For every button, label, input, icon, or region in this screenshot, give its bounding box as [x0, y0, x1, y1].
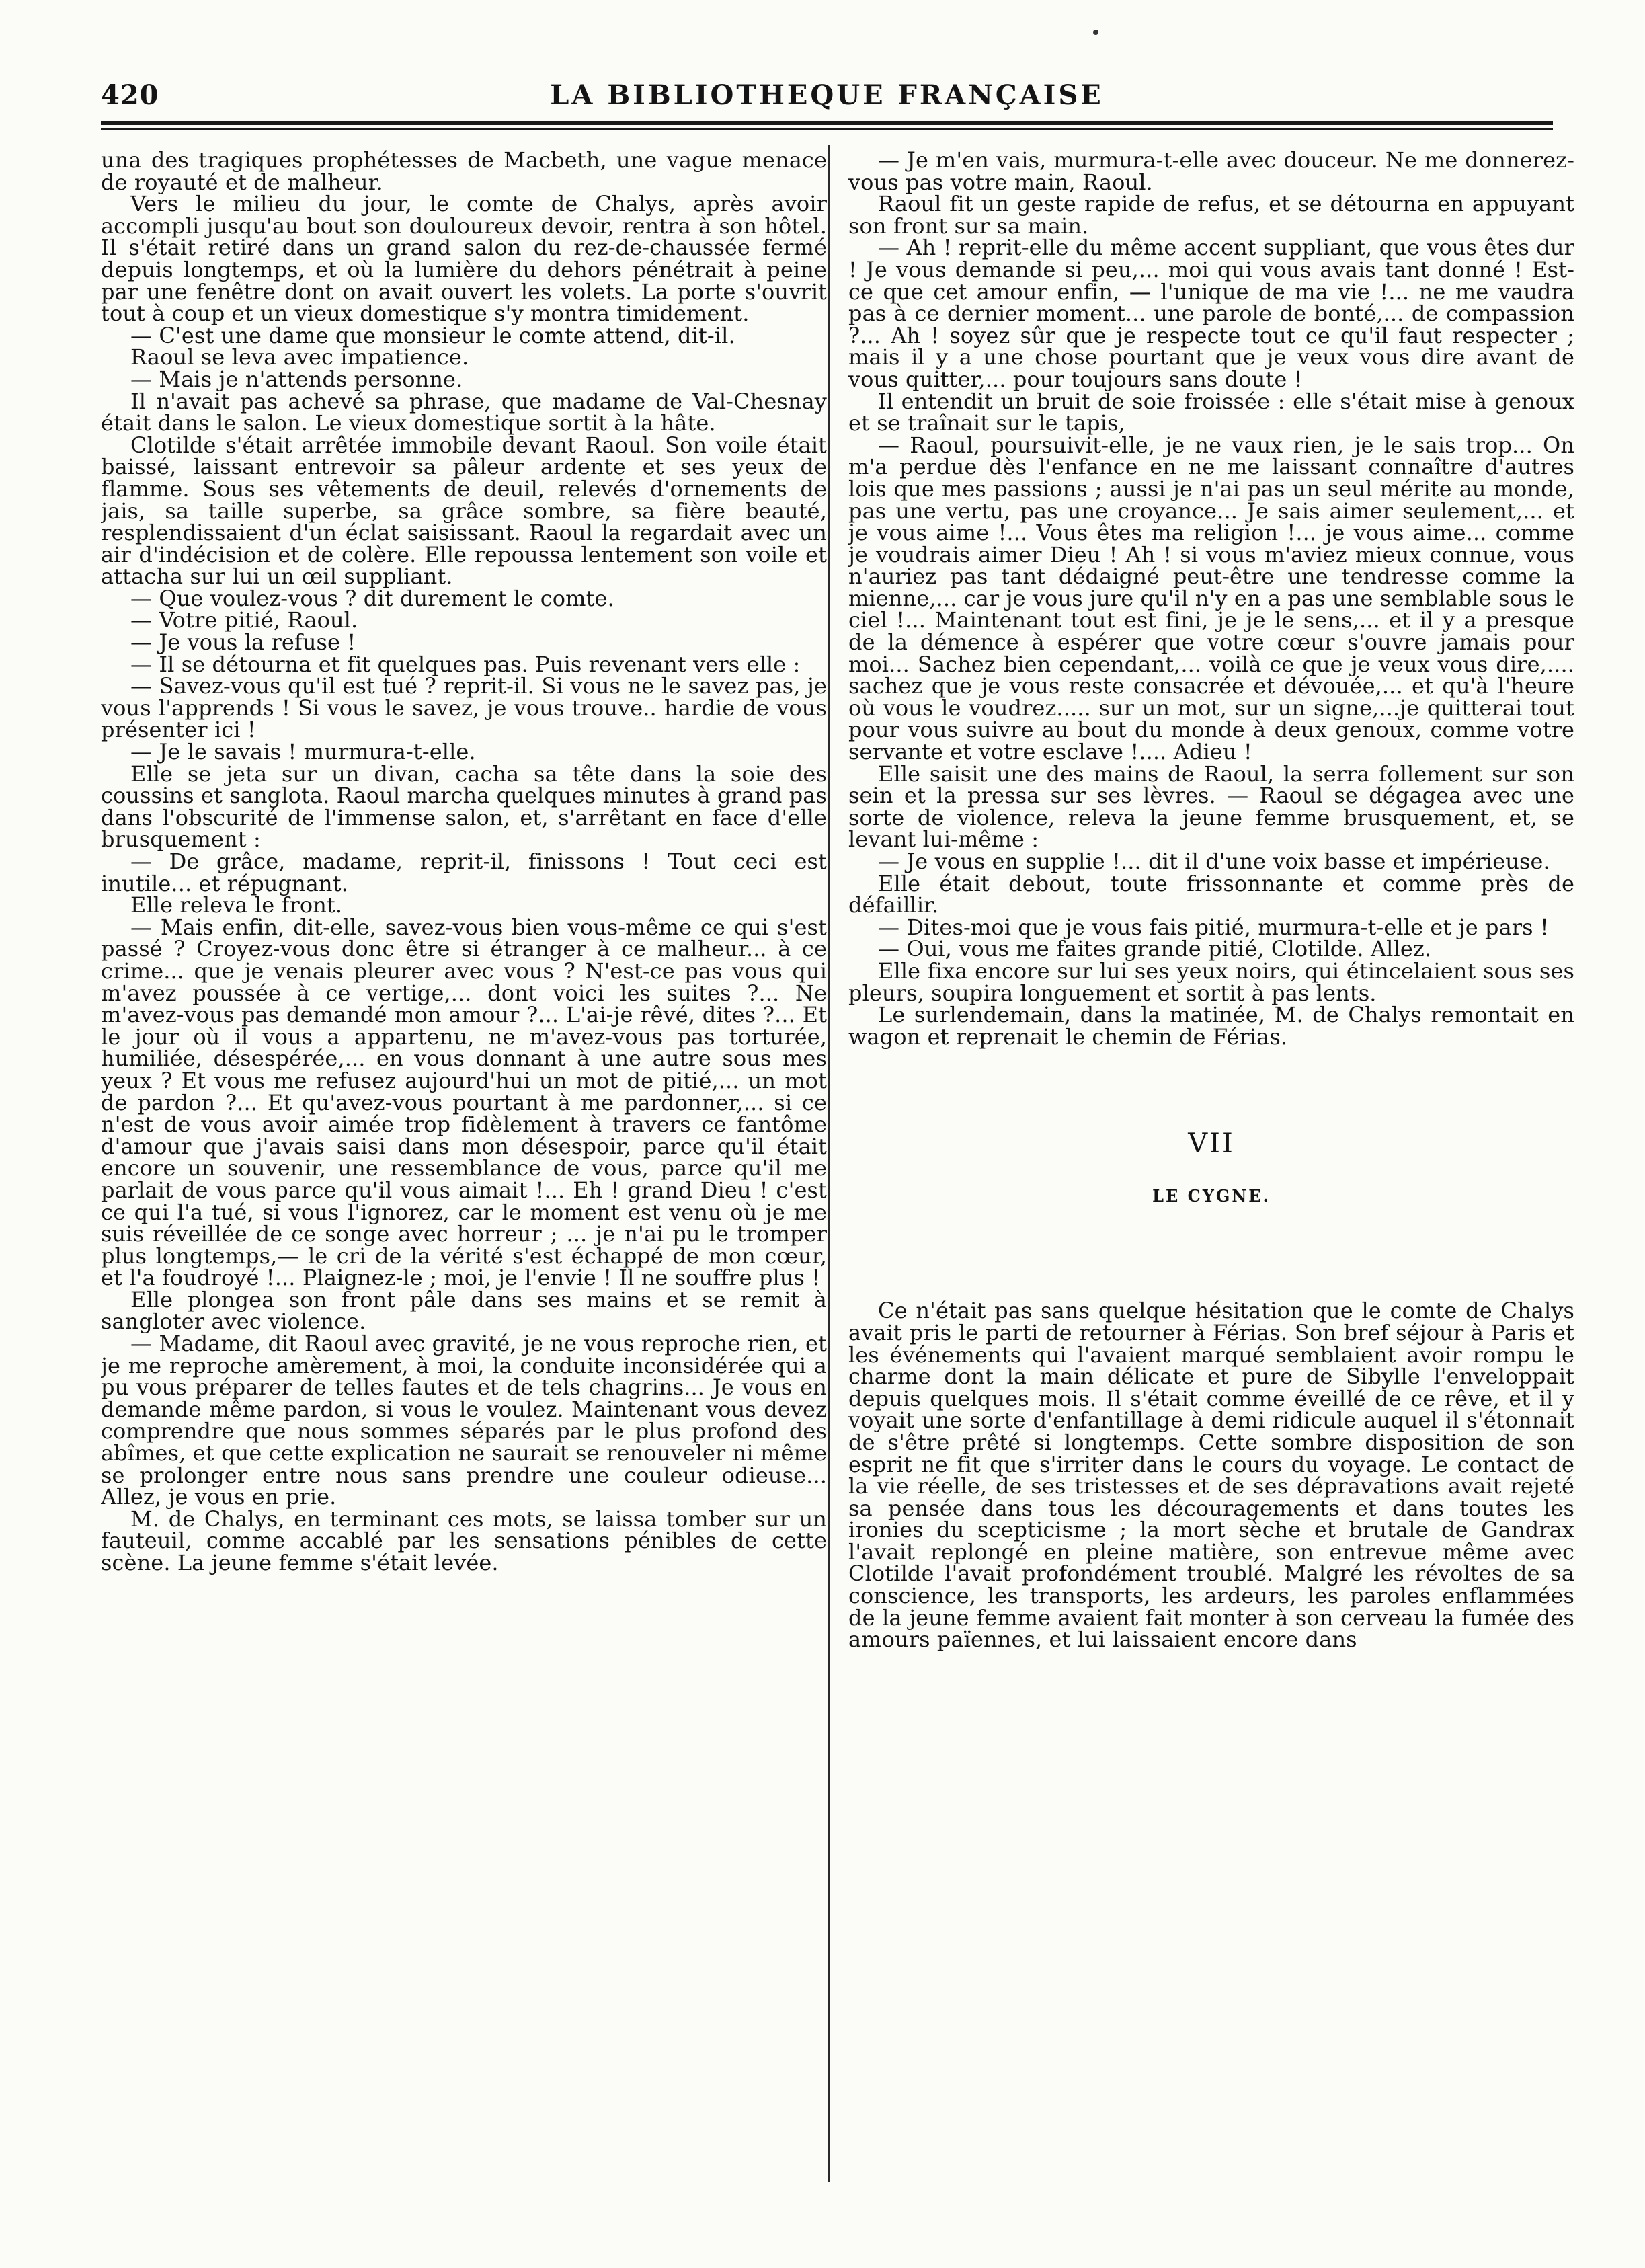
paragraph: — Madame, dit Raoul avec gravité, je ne vous reproche rien, et je me reproche amèrement, à moi, la conduite inconsidérée qui a pu vous préparer de telles fautes et de tels chagrins... Je vous en demande même pardon, si vous le voulez. Maintenant vous devez comprendre que nous sommes séparés par le plus profond des abîmes, et que cette explication ne saurait se renouveler ni même se prolonger entre nous sans prendre une couleur odieuse... Allez, je vous en prie. [101, 1331, 827, 1510]
chapter-number: VII [1188, 1128, 1235, 1160]
paragraph: Elle se jeta sur un divan, cacha sa tête dans la soie des coussins et sanglota. Raoul marcha quelques minutes à grand pas dans l'obscurité de l'immense salon, et, s'arrêtant en face d'elle brusquement : [101, 760, 827, 853]
header-rule-thin [101, 128, 1553, 130]
paragraph: Elle fixa encore sur lui ses yeux noirs, qui étincelaient sous ses pleurs, soupira longuement et sortit à pas lents. [848, 957, 1574, 1006]
paragraph: Elle releva le front. [130, 892, 343, 918]
paragraph: — Oui, vous me faites grande pitié, Clotilde. Allez. [878, 936, 1432, 962]
paragraph: una des tragiques prophétesses de Macbeth, une vague menace de royauté et de malheur. [101, 149, 827, 195]
paragraph: — Je vous la refuse ! [130, 629, 356, 656]
column-divider [828, 145, 830, 2182]
paragraph: Elle saisit une des mains de Raoul, la serra follement sur son sein et la pressa sur ses lèvres. — Raoul se dégagea avec une sorte de violence, releva la jeune femme brusquement, et, se levant lui-même : [848, 760, 1574, 853]
paragraph: — C'est une dame que monsieur le comte attend, dit-il. [130, 322, 735, 348]
paragraph: — Ah ! reprit-elle du même accent suppliant, que vous êtes dur ! Je vous demande si peu,... moi qui vous avais tant donné ! Est-ce que cet amour enfin, — l'unique de ma vie !... ne me vaudra pas à ce dernier moment... une parole de bonté,... de compassion ?... Ah ! soyez sûr que je respecte tout ce qu'il faut respecter ; mais il y a une chose pourtant que je veux vous dire avant de vous quitter,... pour toujours sans doute ! [848, 235, 1574, 392]
paragraph: Raoul fit un geste rapide de refus, et se détourna en appuyant son front sur sa main. [848, 191, 1574, 239]
paragraph: Elle plongea son front pâle dans ses mains et se remit à sangloter avec violence. [101, 1286, 827, 1335]
paragraph: — Mais enfin, dit-elle, savez-vous bien vous-même ce qui s'est passé ? Croyez-vous donc être si étranger à ce malheur... à ce crime... que je venais pleurer avec vous ? N'est-ce pas vous qui m'avez poussée à ce vertige,... dont voici les suites ?... Ne m'avez-vous pas demandé mon amour ?... L'ai-je rêvé, dites ?... Et le jour où il vous a appartenu, ne m'avez-vous pas torturée, humiliée, désespérée,... en vous donnant à une autre sous mes yeux ? Et vous me refusez aujourd'hui un mot de pitié,... un mot de pardon ?... Et qu'avez-vous pourtant à me pardonner,... si ce n'est de vous avoir aimée trop fidèlement à travers ce fantôme d'amour que j'avais saisi dans mon désespoir, parce qu'il était encore un souvenir, une ressemblance de vous, parce qu'il me parlait de vous parce qu'il vous aimait !... Eh ! grand Dieu ! c'est ce qui l'a tué, si vous l'ignorez, car le moment est venu où je me suis réveillée de ce songe avec horreur ; ... je n'ai pu le tromper plus longtemps,— le cri de la vérité s'est échappé de mon cœur, et l'a foudroyé !... Plaignez-le ; moi, je l'envie ! Il ne souffre plus ! [101, 914, 827, 1291]
paragraph: M. de Chalys, en terminant ces mots, se laissa tomber sur un fauteuil, comme accablé par les sensations pénibles de cette scène. La jeune femme s'était levée. [101, 1506, 827, 1575]
paragraph: Clotilde s'était arrêtée immobile devant Raoul. Son voile était baissé, laissant entrevoir sa pâleur ardente et ses yeux de flamme. Sous ses vêtements de deuil, relevés d'ornements de jais, sa taille superbe, sa grâce sombre, sa fière beauté, resplendissaient d'un éclat saisissant. Raoul la regardait avec un air d'indécision et de colère. Elle repoussa lentement son voile et attacha sur lui un œil suppliant. [101, 432, 827, 590]
paragraph: Vers le milieu du jour, le comte de Chalys, après avoir accompli jusqu'au bout son douloureux devoir, rentra à son hôtel. Il s'était retiré dans un grand salon du rez-de-chaussée fermé depuis longtemps, et où la lumière du dehors pénétrait à peine par une fenêtre dont on avait ouvert les volets. La porte s'ouvrit tout à coup et un vieux domestique s'y montra timidement. [101, 191, 827, 327]
running-title: LA BIBLIOTHEQUE FRANÇAISE [550, 79, 1104, 111]
paragraph: Il entendit un bruit de soie froissée : elle s'était mise à genoux et se traînait sur le tapis, [848, 388, 1574, 436]
paragraph: — Raoul, poursuivit-elle, je ne vaux rien, je le sais trop... On m'a perdue dès l'enfance en ne me laissant connaître d'autres lois que mes passions ; aussi je n'ai pas un seul mérite au monde, pas une vertu, pas une croyance... Je sais aimer seulement,... et je vous aime !... Vous êtes ma religion !... je vous aime... comme je voudrais aimer Dieu ! Ah ! si vous m'aviez mieux connue, vous n'auriez pas tant dédaigné peut-être une tendresse comme la mienne,... car je vous jure qu'il n'y en a pas une semblable sous le ciel !... Maintenant tout est fini, je je le sens,... et il y a presque de la démence à espérer que votre cœur s'ouvre jamais pour moi... Sachez bien cependant,... voilà ce que je veux vous dire,.... sachez que je vous reste consacrée et dévouée,... et qu'à l'heure où vous le voudrez..... sur un mot, sur un signe,...je quitterai tout pour vous suivre au bout du monde à deux genoux, comme votre servante et votre esclave !.... Adieu ! [848, 432, 1574, 765]
paragraph: — Il se détourna et fit quelques pas. Puis revenant vers elle : [130, 651, 801, 677]
paragraph: — De grâce, madame, reprit-il, finissons ! Tout ceci est inutile... et répugnant. [101, 849, 827, 896]
print-speck [1093, 30, 1098, 35]
left-column [101, 149, 827, 2220]
chapter-title: LE CYGNE. [1152, 1186, 1271, 1206]
header-rule [101, 121, 1553, 125]
paragraph: — Dites-moi que je vous fais pitié, murmura-t-elle et je pars ! [878, 914, 1549, 940]
paragraph: Le surlendemain, dans la matinée, M. de Chalys remontait en wagon et reprenait le chemin de Férias. [848, 1002, 1574, 1050]
paragraph: Il n'avait pas achevé sa phrase, que madame de Val-Chesnay était dans le salon. Le vieux domestique sortit à la hâte. [101, 388, 827, 436]
paragraph: Raoul se leva avec impatience. [130, 344, 469, 370]
paragraph: — Je vous en supplie !... dit il d'une voix basse et impérieuse. [878, 849, 1550, 874]
page-number: 420 [101, 79, 159, 111]
paragraph: — Je m'en vais, murmura-t-elle avec douceur. Ne me donnerez-vous pas votre main, Raoul. [848, 149, 1574, 195]
page-header [101, 79, 1553, 117]
paragraph: Ce n'était pas sans quelque hésitation que le comte de Chalys avait pris le parti de retourner à Férias. Son bref séjour à Paris et les événements qui l'avaient marqué semblaient avoir rompu le charme dont la main délicate et pure de Sibylle l'enveloppait depuis quelques mois. Il s'était comme éveillé de ce rêve, et il y voyait une sorte d'enfantillage à demi ridicule auquel il s'étonnait de s'être prêté si longtemps. Cette sombre disposition de son esprit ne fit que s'irriter dans le cours du voyage. Le contact de la vie réelle, de ses tristesses et de ses dépravations avait rejeté sa pensée dans tous les découragements et dans toutes les ironies du scepticisme ; la mort sèche et brutale de Gandrax l'avait replongé en pleine matière, son entrevue même avec Clotilde l'avait profondément troublé. Malgré les révoltes de sa conscience, les transports, les ardeurs, les paroles enflammées de la jeune femme avaient fait monter à son cerveau la fumée des amours païennes, et lui laissaient encore dans [848, 1298, 1574, 1653]
paragraph: — Mais je n'attends personne. [130, 366, 463, 392]
paragraph: Elle était debout, toute frissonnante et comme près de défaillir. [848, 870, 1574, 918]
right-column [848, 149, 1574, 2220]
paragraph: — Votre pitié, Raoul. [130, 607, 358, 633]
paragraph: — Savez-vous qu'il est tué ? reprit-il. Si vous ne le savez pas, je vous l'apprends ! Si vous le savez, je vous trouve.. hardie de vous présenter ici ! [101, 673, 827, 743]
paragraph: — Que voulez-vous ? dit durement le comte. [130, 585, 614, 611]
paragraph: — Je le savais ! murmura-t-elle. [130, 739, 476, 765]
